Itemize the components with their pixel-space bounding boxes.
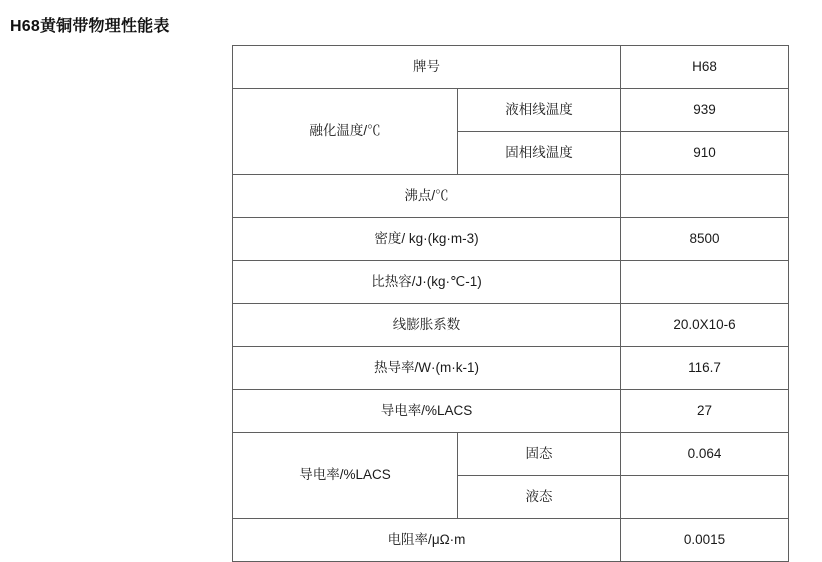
- row-value: 116.7: [621, 347, 789, 390]
- table-row: [233, 304, 789, 347]
- row-label: 导电率/%LACS: [233, 390, 621, 433]
- row-value: 939: [621, 89, 789, 132]
- row-sub-label: 固态: [458, 433, 621, 476]
- row-label: 密度/ kg·(kg·m-3): [233, 218, 621, 261]
- row-value: 0.064: [621, 433, 789, 476]
- row-value: [621, 175, 789, 218]
- row-label: 电阻率/μΩ·m: [233, 519, 621, 562]
- row-value: [621, 261, 789, 304]
- table-row: [233, 218, 789, 261]
- row-sub-label: 液态: [458, 476, 621, 519]
- page-title: H68黄铜带物理性能表: [10, 18, 170, 35]
- row-label: 导电率/%LACS: [233, 433, 458, 519]
- table-row: [233, 347, 789, 390]
- row-label: 沸点/℃: [233, 175, 621, 218]
- row-value: 0.0015: [621, 519, 789, 562]
- table-row: [233, 433, 789, 476]
- properties-table-wrapper: [232, 45, 788, 562]
- table-row: [233, 519, 789, 562]
- table-row: [233, 46, 789, 89]
- row-value: 8500: [621, 218, 789, 261]
- table-row: [233, 89, 789, 132]
- table-row: [233, 390, 789, 433]
- row-sub-label: 液相线温度: [458, 89, 621, 132]
- row-value: 27: [621, 390, 789, 433]
- row-label: 线膨胀系数: [233, 304, 621, 347]
- row-label: 比热容/J·(kg·℃-1): [233, 261, 621, 304]
- row-label: 牌号: [233, 46, 621, 89]
- table-row: [233, 175, 789, 218]
- table-row: [233, 261, 789, 304]
- properties-table: [232, 45, 789, 562]
- row-sub-label: 固相线温度: [458, 132, 621, 175]
- row-label: 融化温度/℃: [233, 89, 458, 175]
- row-value: 20.0X10-6: [621, 304, 789, 347]
- row-value: H68: [621, 46, 789, 89]
- row-value: [621, 476, 789, 519]
- row-label: 热导率/W·(m·k-1): [233, 347, 621, 390]
- row-value: 910: [621, 132, 789, 175]
